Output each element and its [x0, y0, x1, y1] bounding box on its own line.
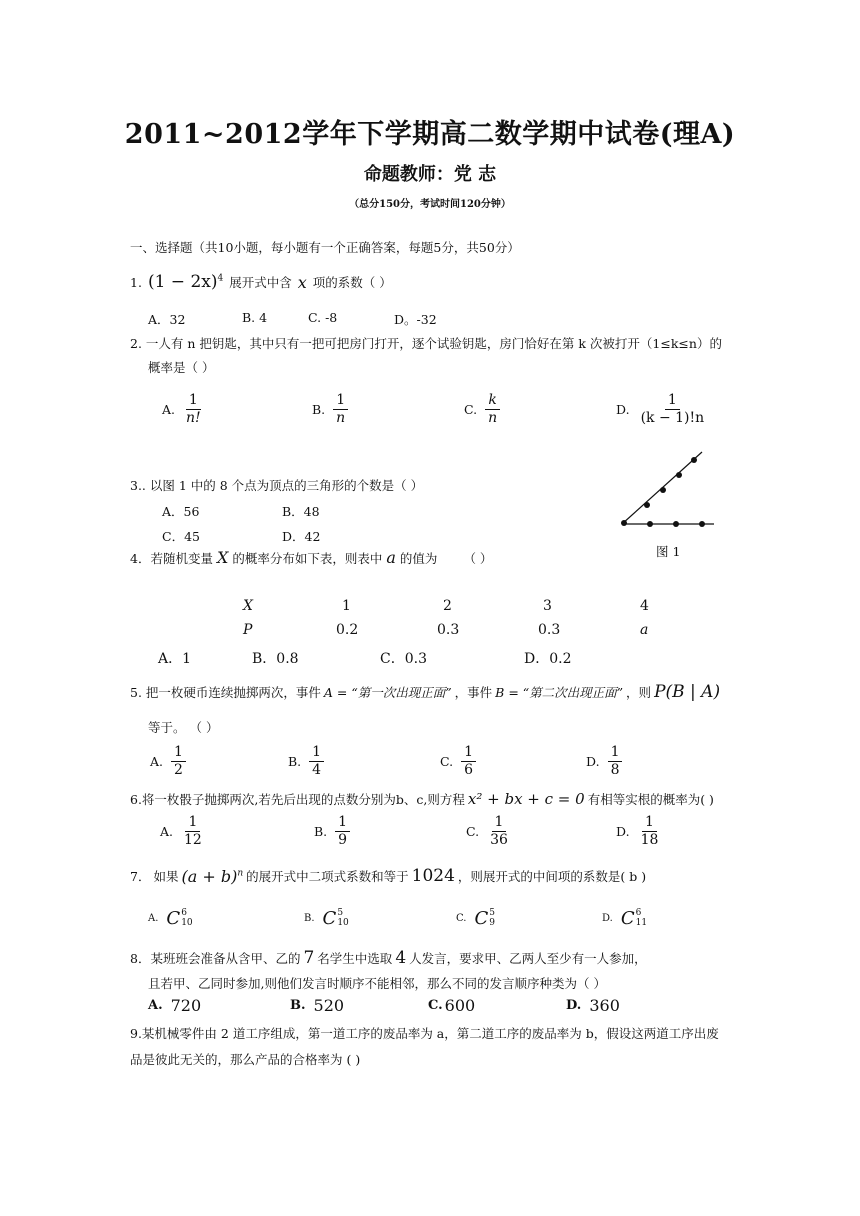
q8-number-4: 4: [395, 948, 407, 968]
q5-option-a[interactable]: [150, 744, 186, 779]
q1-option-a[interactable]: A．32: [148, 312, 186, 327]
q1-option-d[interactable]: D。-32: [394, 312, 437, 327]
q7-text-2: 的展开式中二项式系数和等于: [246, 869, 409, 884]
q8-option-b-value: 520: [313, 996, 345, 1015]
q7-value: 1024: [411, 866, 455, 886]
q2-option-d-fraction: [638, 392, 708, 427]
q2-option-a-fraction: [183, 392, 204, 427]
q7-option-b-label: B.: [304, 913, 315, 924]
q6-option-b-label: B.: [314, 823, 328, 839]
question-1: [130, 272, 392, 292]
table-cell: X: [243, 598, 253, 614]
fraction-numerator: 1: [171, 744, 186, 762]
fraction-numerator: 1: [185, 814, 200, 832]
q6-option-c-fraction: [487, 814, 511, 849]
table-cell: 3: [543, 598, 552, 614]
q6-equation: x² + bx + c = 0: [467, 790, 585, 808]
q1-power: 4: [217, 273, 224, 284]
q2-option-b[interactable]: [312, 392, 348, 427]
q5-option-b-fraction: [309, 744, 324, 779]
q5-option-c[interactable]: [440, 744, 476, 779]
q6-text-2: 有相等实根的概率为( ): [587, 792, 714, 807]
q4-option-a[interactable]: A．1: [158, 651, 192, 667]
figure-point: [660, 487, 666, 493]
fraction-numerator: k: [485, 392, 499, 410]
q6-option-a-fraction: [181, 814, 205, 849]
combination-lower: 10: [337, 917, 349, 928]
q4-option-c[interactable]: C．0.3: [380, 651, 427, 667]
q5-event-a: A = “第一次出现正面”: [323, 685, 452, 700]
q6-option-d-label: D.: [616, 823, 630, 839]
q3-option-c[interactable]: C．45: [162, 529, 200, 544]
q5-option-c-label: C.: [440, 753, 454, 769]
q1-text-2: 项的系数（ ）: [312, 275, 392, 290]
q5-option-a-label: A.: [150, 753, 164, 769]
fraction-numerator: 1: [461, 744, 476, 762]
q2-option-b-label: B.: [312, 401, 326, 417]
q4-paren: （ ）: [463, 550, 493, 566]
q8-option-d-value: 360: [589, 996, 620, 1015]
fraction-numerator: 1: [186, 392, 201, 410]
exam-author: 命题教师：党 志: [363, 164, 497, 185]
q9-line-1: 9.某机械零件由 2 道工序组成，第一道工序的废品率为 a，第二道工序的废品率为 b，假设这两道工序出废: [130, 1026, 719, 1041]
q4-option-d[interactable]: D．0.2: [524, 651, 572, 667]
question-5: [130, 682, 720, 702]
question-8: [130, 948, 647, 968]
table-cell: 1: [342, 598, 351, 614]
figure-point: [699, 521, 705, 527]
q6-option-d-fraction: [638, 814, 662, 849]
q2-option-d[interactable]: [616, 392, 707, 427]
q7-option-d-combination: [621, 908, 647, 929]
q8-option-a-label: A.: [148, 998, 163, 1013]
q2-option-c[interactable]: [464, 392, 500, 427]
q5-line-2: 等于。 （ ）: [148, 720, 219, 735]
q5-expression: P(B | A): [654, 682, 721, 702]
combination-symbol: C: [474, 908, 489, 929]
q7-option-c[interactable]: [456, 908, 495, 929]
fraction-numerator: 1: [642, 814, 657, 832]
figure-point: [647, 521, 653, 527]
q8-text-3: 人发言，要求甲、乙两人至少有一人参加，: [409, 951, 647, 966]
q2-option-a[interactable]: [162, 392, 204, 427]
q4-text-2: 的概率分布如下表，则表中: [232, 550, 383, 566]
fraction-numerator: 1: [608, 744, 623, 762]
score-info: （总分150分，考试时间120分钟）: [349, 199, 511, 210]
q7-option-a-combination: [166, 908, 192, 929]
q3-option-b[interactable]: B．48: [282, 504, 320, 519]
combination-upper: 6: [635, 908, 642, 919]
q8-option-b[interactable]: [290, 996, 344, 1015]
q2-option-c-label: C.: [464, 401, 478, 417]
q7-option-b[interactable]: [304, 908, 349, 929]
combination-symbol: C: [322, 908, 337, 929]
q2-option-c-fraction: [485, 392, 500, 427]
q5-option-d-fraction: [608, 744, 623, 779]
q1-option-b[interactable]: B. 4: [242, 310, 268, 325]
q3-option-a[interactable]: A．56: [162, 504, 200, 519]
fraction-denominator: 4: [312, 761, 322, 778]
exam-title: 2011~2012学年下学期高二数学期中试卷(理A): [124, 119, 736, 150]
fraction-numerator: 1: [492, 814, 507, 832]
combination-symbol: C: [620, 908, 635, 929]
q2-option-a-label: A.: [162, 401, 176, 417]
q3-option-d[interactable]: D．42: [282, 529, 321, 544]
q4-var-x: X: [216, 548, 229, 567]
q5-text-1: 5. 把一枚硬币连续抛掷两次，事件: [130, 685, 321, 700]
q5-option-d[interactable]: [586, 744, 622, 779]
combination-upper: 6: [181, 908, 187, 919]
figure-point: [691, 457, 697, 463]
section-heading: 一、选择题（共10小题，每小题有一个正确答案，每题5分，共50分）: [130, 240, 520, 255]
figure-point: [621, 520, 627, 526]
q6-text-1: 6.将一枚骰子抛掷两次,若先后出现的点数分别为b、c,则方程: [130, 792, 465, 807]
q2-line-2: 概率是（ ）: [148, 360, 215, 375]
figure-point: [673, 521, 679, 527]
q7-power: n: [237, 868, 244, 879]
combination-symbol: C: [166, 908, 181, 929]
q8-option-c-label: C.: [428, 998, 443, 1013]
q8-text-1: 8．某班班会准备从含甲、乙的: [130, 951, 301, 966]
q8-option-c-value: 600: [444, 996, 476, 1015]
fraction-numerator: 1: [335, 814, 350, 832]
fraction-denominator: n: [488, 409, 498, 426]
table-cell: P: [243, 622, 253, 638]
combination-lower: 10: [181, 917, 193, 928]
table-cell: 0.3: [437, 622, 460, 638]
q6-option-b[interactable]: [314, 814, 350, 849]
fraction-numerator: 1: [665, 392, 680, 410]
q1-number: 1.: [130, 274, 142, 290]
table-cell: 0.2: [336, 622, 359, 638]
q7-number: 7．: [130, 869, 151, 884]
fraction-denominator: 36: [490, 831, 508, 848]
fraction-numerator: 1: [309, 744, 324, 762]
figure-1: [612, 448, 722, 534]
q2-option-d-label: D.: [616, 401, 630, 417]
fraction-numerator: 1: [333, 392, 348, 410]
q9-line-2: 品是彼此无关的，那么产品的合格率为 ( ): [130, 1052, 361, 1067]
table-cell: a: [640, 622, 649, 638]
fraction-denominator: 18: [640, 831, 659, 848]
q5-option-d-label: D.: [586, 753, 600, 769]
fraction-denominator: n: [336, 409, 346, 426]
q6-option-a-label: A.: [160, 823, 174, 839]
fraction-denominator: n!: [186, 409, 201, 426]
q8-option-d[interactable]: [566, 996, 620, 1015]
q6-option-b-fraction: [335, 814, 350, 849]
q8-option-a[interactable]: [148, 996, 201, 1015]
q7-option-b-combination: [323, 908, 349, 929]
q6-option-c[interactable]: [466, 814, 511, 849]
q7-option-d-label: D.: [602, 913, 613, 924]
q7-option-a[interactable]: [148, 908, 193, 929]
q1-text-1: 展开式中含: [229, 275, 292, 290]
fraction-denominator: 2: [174, 761, 183, 778]
figure-point: [644, 502, 650, 508]
fraction-denominator: 12: [184, 831, 202, 848]
question-7: [130, 866, 646, 886]
q5-event-b: B = “第二次出现正面”: [495, 685, 624, 700]
q2-line-1: 2. 一人有 n 把钥匙，其中只有一把可把房门打开，逐个试验钥匙，房门恰好在第 k 次被打开（1≤k≤n）的: [130, 336, 722, 351]
q3-text: 3.. 以图 1 中的 8 个点为顶点的三角形的个数是（ ）: [130, 478, 424, 493]
question-4: [130, 548, 492, 567]
q8-option-a-value: 720: [170, 996, 202, 1015]
q8-option-c[interactable]: [428, 996, 475, 1015]
q1-option-c[interactable]: C. -8: [308, 310, 338, 325]
q7-option-a-label: A.: [148, 913, 159, 924]
q8-line-2: 且若甲、乙同时参加,则他们发言时顺序不能相邻，那么不同的发言顺序种类为（ ）: [148, 976, 606, 991]
fraction-denominator: 9: [338, 831, 348, 848]
q8-option-b-label: B.: [290, 998, 306, 1013]
q5-option-b-label: B.: [288, 753, 302, 769]
q5-text-2: ，事件: [454, 685, 493, 700]
table-cell: 0.3: [538, 622, 561, 638]
q4-option-b[interactable]: B．0.8: [252, 651, 299, 667]
table-cell: 2: [443, 598, 452, 614]
q5-option-a-fraction: [171, 744, 186, 779]
q7-option-d[interactable]: [602, 908, 647, 929]
q8-text-2: 名学生中选取: [317, 951, 393, 966]
q8-number-7: 7: [303, 948, 315, 968]
q6-option-d[interactable]: [616, 814, 661, 849]
q6-option-a[interactable]: [160, 814, 205, 849]
q6-option-c-label: C.: [466, 823, 480, 839]
combination-lower: 11: [635, 917, 648, 928]
q5-option-b[interactable]: [288, 744, 324, 779]
q4-text-1: 4．若随机变量: [130, 550, 213, 566]
q7-text-3: ，则展开式的中间项的系数是( b ): [457, 869, 647, 884]
q7-expression: (a + b): [181, 866, 238, 886]
q5-text-3: ，则: [626, 685, 652, 700]
fraction-denominator: 8: [610, 761, 620, 778]
fraction-denominator: 6: [464, 761, 474, 778]
q4-text-3: 的值为: [399, 550, 438, 566]
q5-option-c-fraction: [461, 744, 476, 779]
q7-text-1: 如果: [153, 869, 179, 884]
question-6: [130, 790, 714, 808]
combination-lower: 9: [489, 917, 495, 928]
q8-option-d-label: D.: [566, 998, 582, 1013]
fraction-denominator: (k − 1)!n: [640, 409, 705, 426]
table-cell: 4: [640, 598, 649, 614]
q7-option-c-label: C.: [456, 913, 467, 924]
q1-variable: x: [297, 272, 307, 292]
figure-label: 图 1: [656, 544, 681, 559]
q2-option-b-fraction: [333, 392, 348, 427]
q4-var-a: a: [386, 548, 396, 567]
figure-point: [676, 472, 682, 478]
combination-upper: 5: [489, 908, 495, 919]
q1-expression: (1 − 2x): [147, 272, 218, 292]
combination-upper: 5: [337, 908, 344, 919]
q7-option-c-combination: [474, 908, 495, 929]
